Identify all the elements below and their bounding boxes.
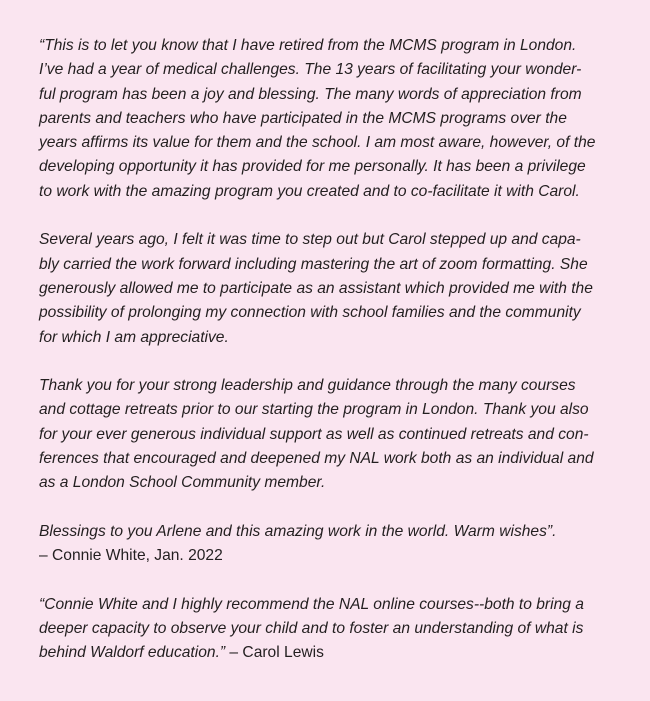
text-line: generously allowed me to participate as an assistant which provided me with the (39, 279, 593, 297)
paragraph-spacer (39, 204, 620, 228)
text-line: to work with the amazing program you created and to co-facilitate it with Carol. (39, 182, 580, 200)
letter-paragraph-1 (39, 34, 620, 204)
letter-paragraph-3 (39, 374, 620, 495)
text-line: “This is to let you know that I have retired from the MCMS program in London. (39, 37, 577, 54)
text-line (39, 641, 620, 665)
text-line: Thank you for your strong leadership and guidance through the many courses (39, 377, 576, 395)
attribution: – Connie White, Jan. 2022 (39, 547, 223, 565)
letter-paragraph-2 (39, 228, 620, 349)
quote-text: behind Waldorf education.” (39, 644, 226, 662)
text-line: developing opportunity it has provided for me personally. It has been a privilege (39, 158, 586, 176)
paragraph-spacer (39, 350, 620, 374)
letter-closing (39, 520, 620, 569)
paragraph-spacer (39, 569, 620, 593)
text-line: years affirms its value for them and the school. I am most aware, however, of the (39, 134, 596, 152)
text-line: bly carried the work forward including mastering the art of zoom formatting. She (39, 255, 588, 273)
text-line: I’ve had a year of medical challenges. The 13 years of facilitating your wonder- (39, 61, 582, 79)
text-line: for which I am appreciative. (39, 328, 229, 346)
quote-author: – Carol Lewis (225, 644, 324, 662)
text-line: and cottage retreats prior to our starting the program in London. Thank you also (39, 401, 589, 419)
text-line: Several years ago, I felt it was time to step out but Carol stepped up and capa- (39, 231, 581, 249)
text-line: ferences that encouraged and deepened my NAL work both as an individual and (39, 450, 594, 468)
text-line: for your ever generous individual support as well as continued retreats and con- (39, 425, 589, 443)
text-line: parents and teachers who have participated in the MCMS programs over the (39, 109, 567, 127)
closing-line: Blessings to you Arlene and this amazing work in the world. Warm wishes”. (39, 522, 557, 540)
paragraph-spacer (39, 496, 620, 520)
text-line: deeper capacity to observe your child and to foster an understanding of what is (39, 620, 584, 638)
text-line: as a London School Community member. (39, 474, 326, 492)
text-line: “Connie White and I highly recommend the NAL online courses--both to bring a (39, 595, 584, 613)
text-line: ful program has been a joy and blessing. The many words of appreciation from (39, 85, 582, 103)
recommendation-quote (39, 593, 620, 666)
text-line: possibility of prolonging my connection with school families and the community (39, 304, 581, 322)
